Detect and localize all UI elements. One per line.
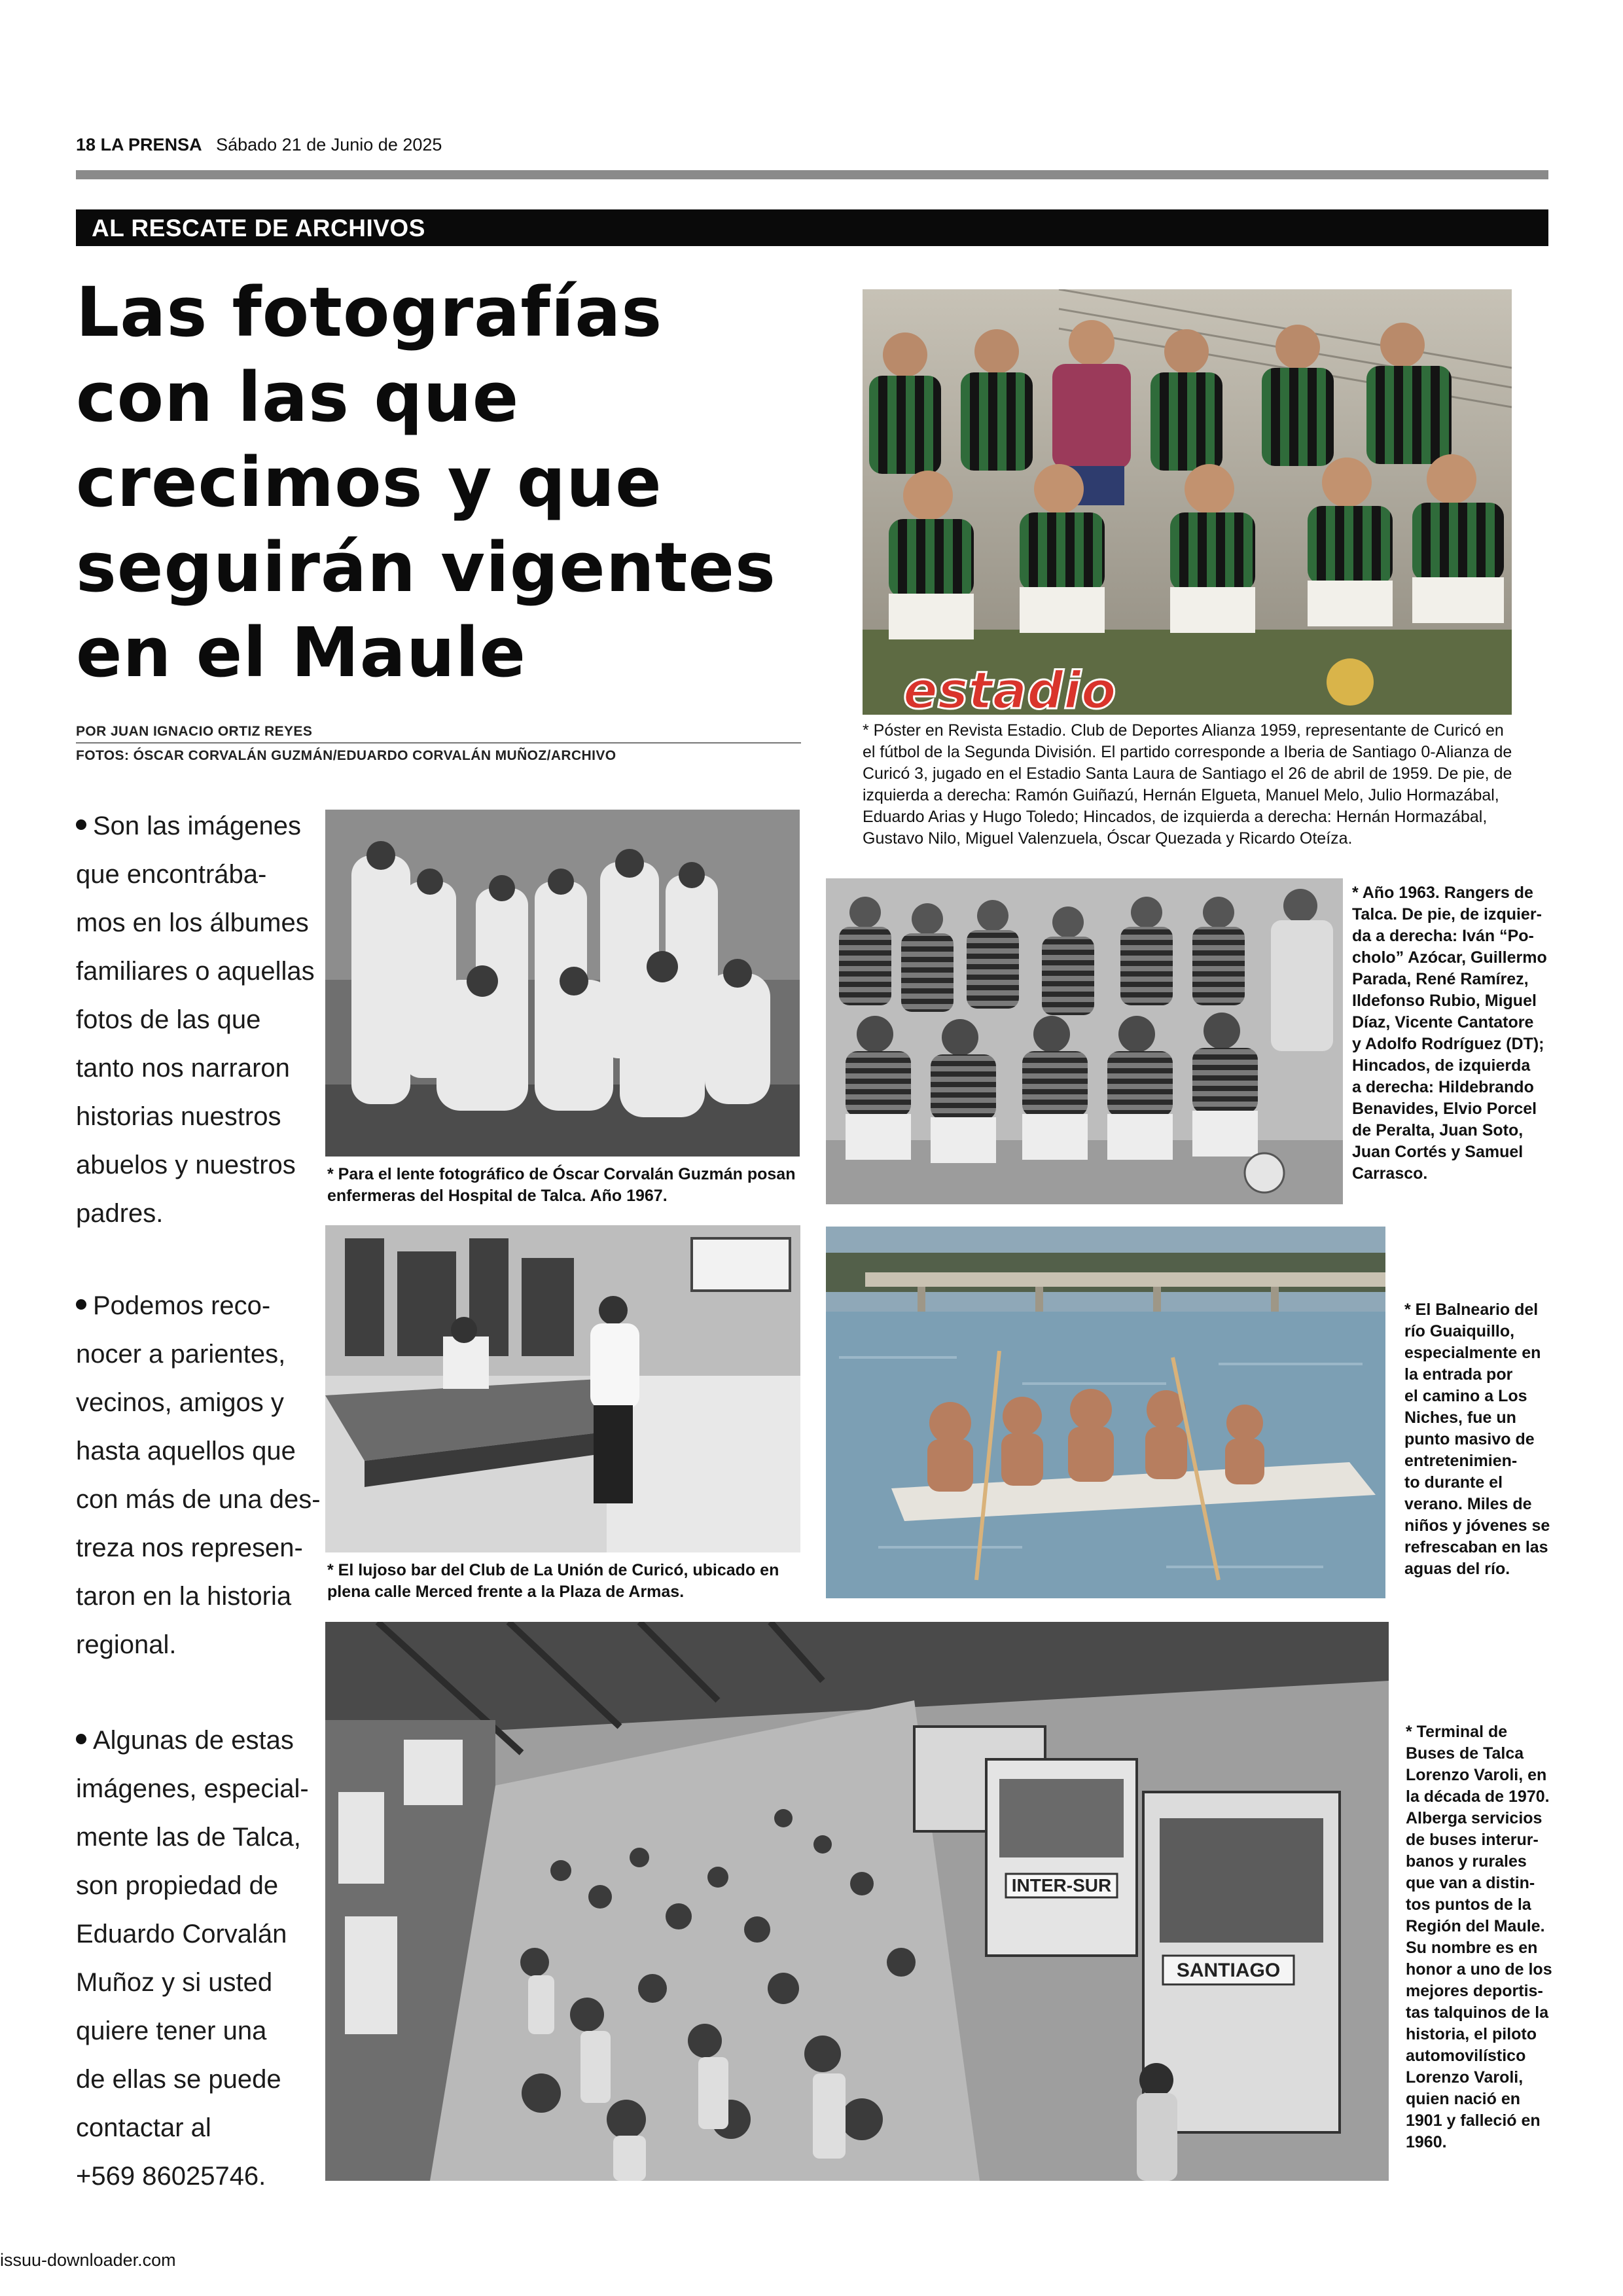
- bullet-line: taron en la historia: [76, 1582, 292, 1611]
- bullet-line: Podemos reco-: [93, 1291, 271, 1320]
- caption-line: honor a uno de los: [1406, 1960, 1552, 1979]
- caption-line: Carrasco.: [1352, 1164, 1428, 1183]
- bullet-paragraph-1: [76, 802, 325, 1238]
- caption-line: 1901 y falleció en: [1406, 2111, 1541, 2130]
- caption-line: Parada, René Ramírez,: [1352, 970, 1529, 988]
- caption-line: punto masivo de: [1404, 1430, 1535, 1448]
- bus-destination-sign: INTER-SUR: [1011, 1875, 1112, 1895]
- caption-line: plena calle Merced frente a la Plaza de Armas.: [327, 1583, 685, 1601]
- caption-line: la década de 1970.: [1406, 1787, 1550, 1806]
- bullet-line: quiere tener una: [76, 2017, 267, 2045]
- photo-talca-bus-terminal: [325, 1622, 1389, 2181]
- caption-line: cholo” Azócar, Guillermo: [1352, 948, 1547, 967]
- caption-line: que van a distin-: [1406, 1874, 1535, 1892]
- caption-line: especialmente en: [1404, 1344, 1541, 1362]
- byline: POR JUAN IGNACIO ORTIZ REYES: [76, 724, 313, 739]
- caption-line: verano. Miles de: [1404, 1495, 1532, 1513]
- bullet-line: de ellas se puede: [76, 2065, 281, 2094]
- caption-line: de buses interur-: [1406, 1831, 1539, 1849]
- photo-credits: FOTOS: ÓSCAR CORVALÁN GUZMÁN/EDUARDO CORVALÁN MUÑOZ/ARCHIVO: [76, 748, 616, 763]
- header-rule: [76, 170, 1548, 179]
- bullet-icon: [76, 1734, 86, 1744]
- caption-line: * Año 1963. Rangers de: [1352, 884, 1533, 902]
- caption-line: río Guaiquillo,: [1404, 1322, 1515, 1340]
- football-icon: [1245, 1153, 1284, 1193]
- caption-line: y Adolfo Rodríguez (DT);: [1352, 1035, 1544, 1053]
- bullet-line: historias nuestros: [76, 1102, 281, 1131]
- caption-line: * Terminal de: [1406, 1723, 1508, 1741]
- caption-line: tas talquinos de la: [1406, 2003, 1549, 2022]
- caption-line: a derecha: Hildebrando: [1352, 1078, 1534, 1096]
- bullet-line: Muñoz y si usted: [76, 1968, 273, 1997]
- caption-line: * El lujoso bar del Club de La Unión de Curicó, ubicado en: [327, 1561, 779, 1579]
- photo-rangers-team: [826, 878, 1343, 1204]
- caption-line: * Póster en Revista Estadio. Club de Deportes Alianza 1959, representante de Curicó en: [863, 721, 1504, 740]
- caption-terminal: [1406, 1721, 1560, 2153]
- byline-rule: [76, 742, 801, 744]
- bullet-line: imágenes, especial-: [76, 1774, 309, 1803]
- caption-line: tos puntos de la: [1406, 1895, 1531, 1914]
- caption-line: la entrada por: [1404, 1365, 1513, 1384]
- caption-line: da a derecha: Iván “Po-: [1352, 927, 1534, 945]
- bullet-line: vecinos, amigos y: [76, 1388, 284, 1417]
- bullet-line: padres.: [76, 1199, 164, 1228]
- caption-line: refrescaban en las: [1404, 1538, 1548, 1556]
- bullet-line: regional.: [76, 1630, 177, 1659]
- caption-line: * El Balneario del: [1404, 1300, 1539, 1319]
- caption-line: Talca. De pie, de izquier-: [1352, 905, 1542, 924]
- bullet-icon: [76, 1299, 86, 1310]
- photo-union-club-bar: [325, 1225, 800, 1552]
- headline-line: crecimos y que: [76, 442, 662, 522]
- caption-line: banos y rurales: [1406, 1852, 1527, 1871]
- caption-line: Lorenzo Varoli, en: [1406, 1766, 1547, 1784]
- photo-guaiquillo-river: [826, 1227, 1385, 1598]
- football-icon: [1327, 658, 1374, 706]
- caption-line: to durante el: [1404, 1473, 1503, 1492]
- caption-line: Hincados, de izquierda: [1352, 1056, 1531, 1075]
- caption-line: Buses de Talca: [1406, 1744, 1524, 1763]
- caption-line: Lorenzo Varoli,: [1406, 2068, 1524, 2087]
- bullet-line: Algunas de estas: [93, 1726, 294, 1755]
- bullet-line: nocer a parientes,: [76, 1340, 286, 1369]
- caption-line: entretenimien-: [1404, 1452, 1518, 1470]
- caption-line: Eduardo Arias y Hugo Toledo; Hincados, de izquierda a derecha: Hernán Hormazábal,: [863, 808, 1488, 826]
- bullet-line: treza nos represen-: [76, 1534, 303, 1562]
- caption-line: Juan Cortés y Samuel: [1352, 1143, 1524, 1161]
- caption-line: Alberga servicios: [1406, 1809, 1543, 1827]
- caption-line: el camino a Los: [1404, 1387, 1527, 1405]
- page-folio: [76, 135, 442, 155]
- caption-line: niños y jóvenes se: [1404, 1516, 1550, 1535]
- photo-alianza-team: [863, 289, 1512, 715]
- headline-line: seguirán vigentes: [76, 528, 776, 607]
- headline-line: en el Maule: [76, 613, 527, 692]
- caption-line: de Peralta, Juan Soto,: [1352, 1121, 1524, 1139]
- bullet-line: Eduardo Corvalán: [76, 1920, 287, 1948]
- caption-line: izquierda a derecha: Ramón Guiñazú, Hernán Elgueta, Manuel Melo, Julio Hormazábal,: [863, 786, 1499, 804]
- issue-date: Sábado 21 de Junio de 2025: [216, 135, 442, 154]
- bullet-paragraph-2: [76, 1282, 325, 1669]
- caption-line: el fútbol de la Segunda División. El partido corresponde a Iberia de Santiago 0-Alianza de: [863, 743, 1512, 761]
- caption-nurses: [327, 1164, 812, 1207]
- caption-line: Niches, fue un: [1404, 1408, 1516, 1427]
- bullet-line: fotos de las que: [76, 1005, 261, 1034]
- caption-line: Gustavo Nilo, Miguel Valenzuela, Óscar Quezada y Ricardo Oteíza.: [863, 829, 1353, 848]
- caption-line: Región del Maule.: [1406, 1917, 1545, 1935]
- caption-line: Díaz, Vicente Cantatore: [1352, 1013, 1534, 1031]
- caption-balneario: [1404, 1299, 1558, 1580]
- bullet-line: abuelos y nuestros: [76, 1151, 296, 1179]
- caption-line: quien nació en: [1406, 2090, 1521, 2108]
- bus-destination-sign: SANTIAGO: [1176, 1960, 1281, 1981]
- caption-line: Benavides, Elvio Porcel: [1352, 1100, 1537, 1118]
- bullet-line: tanto nos narraron: [76, 1054, 290, 1083]
- bullet-line: Son las imágenes: [93, 812, 301, 840]
- bullet-line: mente las de Talca,: [76, 1823, 301, 1852]
- caption-line: Su nombre es en: [1406, 1939, 1538, 1957]
- headline-line: con las que: [76, 357, 520, 437]
- caption-alianza: [863, 720, 1550, 850]
- caption-line: Curicó 3, jugado en el Estadio Santa Laura de Santiago el 26 de abril de 1959. De pie, de: [863, 764, 1512, 783]
- caption-bar: [327, 1560, 812, 1603]
- caption-line: automovilístico: [1406, 2047, 1526, 2065]
- headline-line: Las fotografías: [76, 272, 663, 352]
- bullet-icon: [76, 819, 86, 830]
- section-bar: [76, 209, 1548, 246]
- bullet-line: con más de una des-: [76, 1485, 321, 1514]
- newspaper-name: LA PRENSA: [100, 135, 202, 154]
- caption-line: 1960.: [1406, 2133, 1447, 2151]
- bullet-line: familiares o aquellas: [76, 957, 315, 986]
- caption-line: * Para el lente fotográfico de Óscar Corvalán Guzmán posan: [327, 1165, 796, 1183]
- caption-line: historia, el piloto: [1406, 2025, 1537, 2043]
- caption-line: Ildefonso Rubio, Miguel: [1352, 992, 1537, 1010]
- page-number: 18: [76, 135, 96, 154]
- bullet-line: que encontrába-: [76, 860, 267, 889]
- section-label: AL RESCATE DE ARCHIVOS: [92, 215, 425, 242]
- bullet-line: +569 86025746.: [76, 2162, 266, 2191]
- caption-rangers: [1352, 882, 1555, 1185]
- bullet-paragraph-3: [76, 1716, 325, 2200]
- bullet-line: son propiedad de: [76, 1871, 279, 1900]
- headline: [76, 270, 815, 695]
- caption-line: mejores deportis-: [1406, 1982, 1543, 2000]
- watermark: issuu-downloader.com: [0, 2250, 176, 2270]
- estadio-logo: estadio: [903, 662, 1116, 715]
- bullet-line: hasta aquellos que: [76, 1437, 296, 1465]
- photo-nurses: [325, 810, 800, 1157]
- caption-line: aguas del río.: [1404, 1560, 1510, 1578]
- caption-line: enfermeras del Hospital de Talca. Año 1967.: [327, 1187, 668, 1205]
- bullet-line: contactar al: [76, 2113, 211, 2142]
- bullet-line: mos en los álbumes: [76, 908, 309, 937]
